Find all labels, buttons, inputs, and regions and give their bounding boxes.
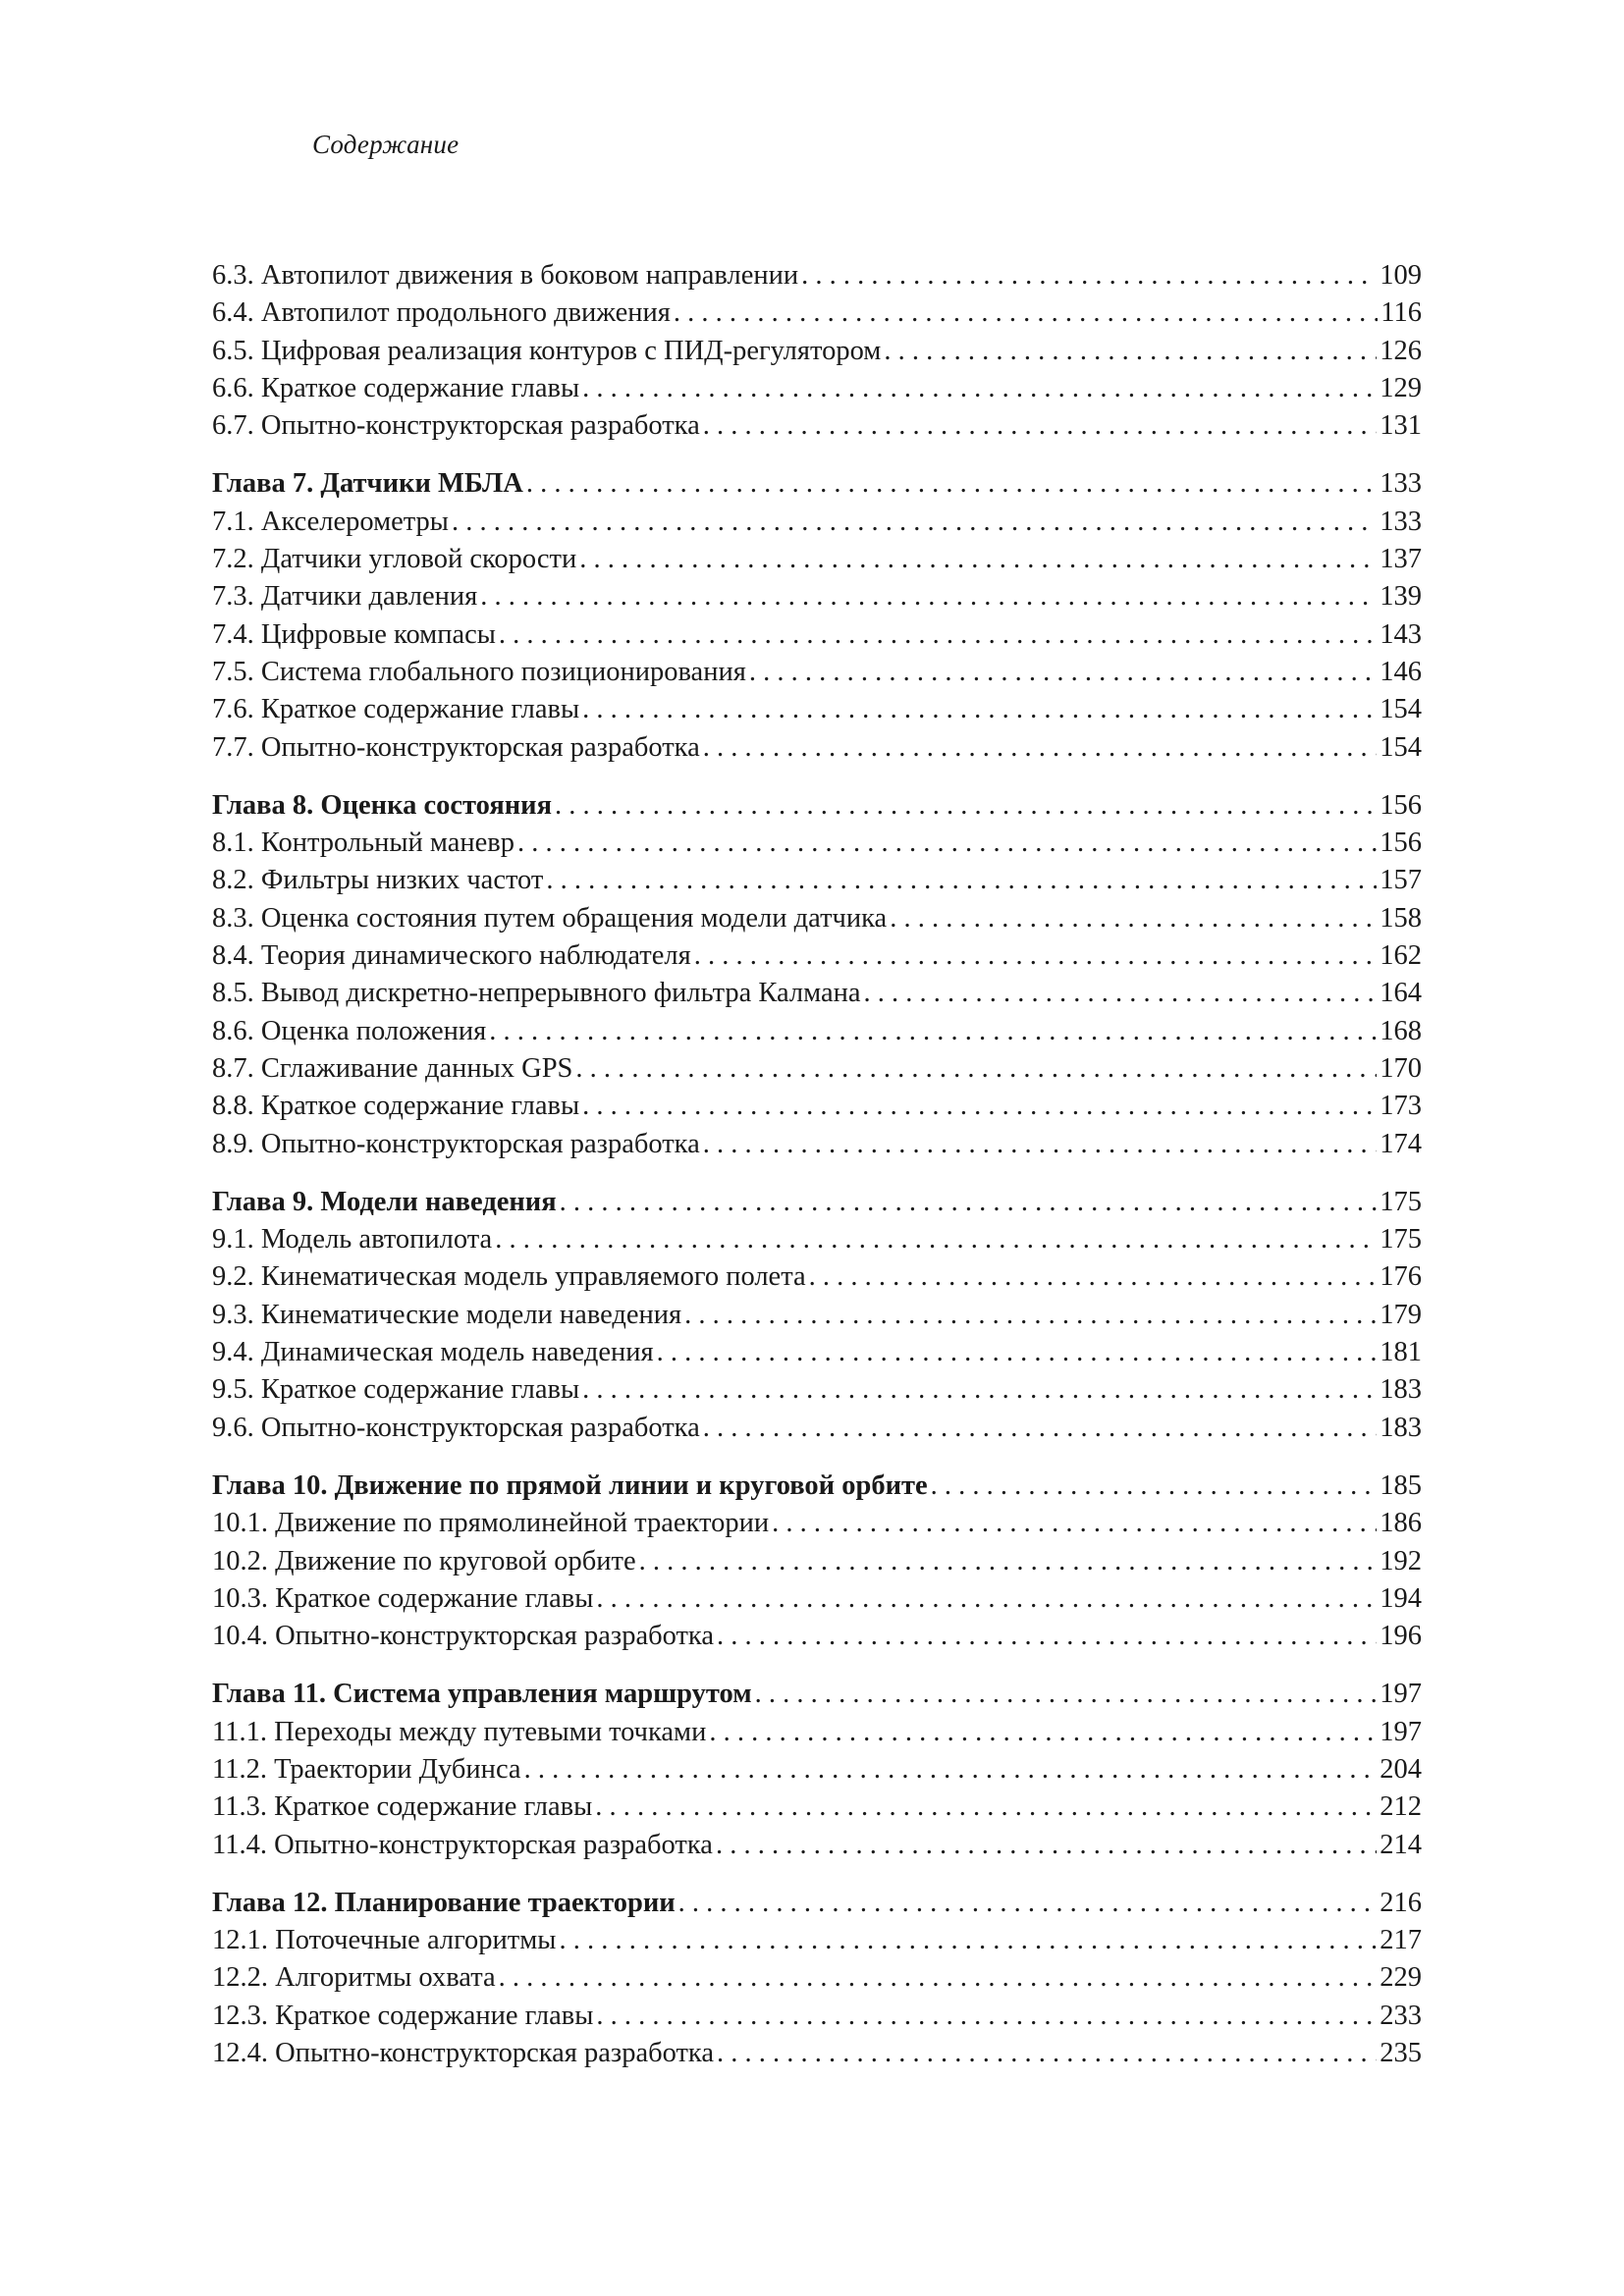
toc-section-title: 6.7. Опытно-конструкторская разработка	[212, 410, 700, 442]
toc-section-title: 9.1. Модель автопилота	[212, 1224, 493, 1255]
toc-page-number: 143	[1380, 618, 1422, 650]
dot-leader	[931, 1468, 1378, 1505]
dot-leader	[559, 1922, 1377, 1959]
toc-page-number: 137	[1380, 544, 1422, 575]
toc-section-entry[interactable]	[212, 654, 1422, 691]
toc-page-number: 197	[1380, 1679, 1422, 1710]
toc-section-title: 11.2. Траектории Дубинса	[212, 1753, 521, 1785]
toc-section-entry[interactable]	[212, 370, 1422, 407]
toc-section-entry[interactable]	[212, 294, 1422, 332]
toc-section-entry[interactable]	[212, 1050, 1422, 1088]
toc-section-entry[interactable]	[212, 1410, 1422, 1447]
toc-section-title: 8.9. Опытно-конструкторская разработка	[212, 1128, 700, 1159]
toc-section-title: 11.1. Переходы между путевыми точками	[212, 1716, 707, 1747]
toc-section-title: 7.5. Система глобального позиционирования	[212, 656, 746, 687]
dot-leader	[555, 787, 1377, 825]
toc-chapter-block	[212, 1885, 1422, 2072]
toc-section-title: 8.7. Сглаживание данных GPS	[212, 1052, 573, 1084]
dot-leader	[595, 1789, 1377, 1826]
toc-section-entry[interactable]	[212, 1334, 1422, 1371]
toc-section-entry[interactable]	[212, 257, 1422, 294]
toc-page-number: 185	[1380, 1469, 1422, 1501]
toc-section-title: 7.1. Акселерометры	[212, 506, 449, 537]
dot-leader	[678, 1885, 1378, 1922]
toc-section-entry[interactable]	[212, 975, 1422, 1012]
toc-section-title: 6.5. Цифровая реализация контуров с ПИД-регулятором	[212, 335, 882, 366]
toc-section-title: 7.3. Датчики давления	[212, 581, 478, 613]
toc-section-title: 9.3. Кинематические модели наведения	[212, 1299, 682, 1330]
dot-leader	[684, 1297, 1377, 1334]
toc-page-number: 174	[1380, 1128, 1422, 1159]
toc-section-entry[interactable]	[212, 937, 1422, 975]
toc-section-entry[interactable]	[212, 1580, 1422, 1618]
toc-section-entry[interactable]	[212, 1371, 1422, 1409]
dot-leader	[579, 541, 1377, 578]
dot-leader	[703, 729, 1378, 767]
toc-section-title: 12.3. Краткое содержание главы	[212, 2000, 594, 2031]
toc-chapter-title: Глава 8. Оценка состояния	[212, 789, 553, 821]
toc-chapter-title: Глава 12. Планирование траектории	[212, 1887, 676, 1918]
toc-page-number: 196	[1380, 1621, 1422, 1652]
toc-section-title: 11.4. Опытно-конструкторская разработка	[212, 1829, 713, 1860]
toc-section-entry[interactable]	[212, 1751, 1422, 1789]
toc-section-entry[interactable]	[212, 1998, 1422, 2035]
dot-leader	[703, 1410, 1378, 1447]
toc-page-number: 164	[1380, 978, 1422, 1009]
dot-leader	[709, 1714, 1377, 1751]
toc-page-number: 229	[1380, 1962, 1422, 1994]
toc-page-number: 170	[1380, 1052, 1422, 1084]
dot-leader	[884, 333, 1377, 370]
toc-chapter-block	[212, 257, 1422, 445]
toc-section-entry[interactable]	[212, 1013, 1422, 1050]
toc-page-number: 197	[1380, 1716, 1422, 1747]
dot-leader	[452, 504, 1377, 541]
toc-section-title: 6.6. Краткое содержание главы	[212, 372, 580, 403]
toc-chapter-block	[212, 1676, 1422, 1863]
toc-page-number: 129	[1380, 372, 1422, 403]
toc-page-number: 116	[1380, 297, 1422, 329]
toc-page-number: 175	[1380, 1224, 1422, 1255]
toc-section-entry[interactable]	[212, 691, 1422, 728]
dot-leader	[499, 616, 1377, 654]
dot-leader	[755, 1676, 1378, 1713]
toc-section-title: 12.2. Алгоритмы охвата	[212, 1962, 496, 1994]
dot-leader	[717, 2035, 1377, 2072]
toc-chapter-title: Глава 11. Система управления маршрутом	[212, 1679, 752, 1710]
toc-section-title: 9.6. Опытно-конструкторская разработка	[212, 1412, 700, 1443]
toc-section-entry[interactable]	[212, 1618, 1422, 1655]
toc-page-number: 181	[1380, 1337, 1422, 1368]
dot-leader	[526, 465, 1377, 503]
toc-chapter-entry[interactable]	[212, 1885, 1422, 1922]
toc-section-title: 6.4. Автопилот продольного движения	[212, 297, 671, 329]
dot-leader	[582, 370, 1377, 407]
toc-section-entry[interactable]	[212, 1126, 1422, 1163]
toc-page-number: 126	[1380, 335, 1422, 366]
toc-section-title: 6.3. Автопилот движения в боковом направлении	[212, 260, 799, 291]
toc-section-entry[interactable]	[212, 1297, 1422, 1334]
toc-section-entry[interactable]	[212, 1505, 1422, 1542]
toc-page-number: 192	[1380, 1545, 1422, 1576]
toc-section-title: 8.6. Оценка положения	[212, 1015, 487, 1046]
toc-section-entry[interactable]	[212, 729, 1422, 767]
toc-page-number: 176	[1380, 1261, 1422, 1293]
toc-chapter-title: Глава 10. Движение по прямой линии и круговой орбите	[212, 1469, 928, 1501]
toc-section-title: 8.2. Фильтры низких частот	[212, 865, 544, 896]
toc-page-number: 131	[1380, 410, 1422, 442]
toc-section-title: 11.3. Краткое содержание главы	[212, 1791, 593, 1823]
dot-leader	[489, 1013, 1377, 1050]
toc-section-entry[interactable]	[212, 504, 1422, 541]
toc-section-title: 7.4. Цифровые компасы	[212, 618, 496, 650]
toc-chapter-block	[212, 465, 1422, 766]
toc-page-number: 158	[1380, 902, 1422, 934]
toc-section-title: 10.3. Краткое содержание главы	[212, 1582, 594, 1614]
toc-section-title: 10.1. Движение по прямолинейной траектории	[212, 1508, 770, 1539]
dot-leader	[596, 1998, 1377, 2035]
toc-section-title: 8.1. Контрольный маневр	[212, 828, 514, 859]
toc-page-number: 157	[1380, 865, 1422, 896]
dot-leader	[524, 1751, 1378, 1789]
toc-page-number: 217	[1380, 1925, 1422, 1956]
dot-leader	[582, 1371, 1377, 1409]
toc-section-title: 12.1. Поточечные алгоритмы	[212, 1925, 557, 1956]
toc-page-number: 168	[1380, 1015, 1422, 1046]
toc-chapter-block	[212, 787, 1422, 1163]
toc-page-number: 175	[1380, 1186, 1422, 1217]
toc-page-number: 156	[1380, 789, 1422, 821]
toc-section-entry[interactable]	[212, 1922, 1422, 1959]
toc-page-number: 235	[1380, 2038, 1422, 2069]
toc-section-entry[interactable]	[212, 862, 1422, 899]
toc-page-number: 186	[1380, 1508, 1422, 1539]
toc-page-number: 183	[1380, 1374, 1422, 1406]
toc-page-number: 154	[1380, 694, 1422, 725]
toc-section-entry[interactable]	[212, 333, 1422, 370]
dot-leader	[772, 1505, 1377, 1542]
toc-page-number: 212	[1380, 1791, 1422, 1823]
toc-section-entry[interactable]	[212, 1827, 1422, 1864]
toc-section-entry[interactable]	[212, 2035, 1422, 2072]
dot-leader	[546, 862, 1377, 899]
toc-section-title: 9.4. Динамическая модель наведения	[212, 1337, 654, 1368]
table-of-contents	[212, 257, 1422, 2093]
toc-section-entry[interactable]	[212, 1543, 1422, 1580]
dot-leader	[703, 407, 1378, 445]
dot-leader	[809, 1258, 1378, 1296]
toc-section-title: 12.4. Опытно-конструкторская разработка	[212, 2038, 714, 2069]
toc-page-number: 233	[1380, 2000, 1422, 2031]
dot-leader	[596, 1580, 1377, 1618]
toc-section-entry[interactable]	[212, 1789, 1422, 1826]
toc-chapter-entry[interactable]	[212, 787, 1422, 825]
toc-section-title: 8.3. Оценка состояния путем обращения модели датчика	[212, 902, 888, 934]
dot-leader	[657, 1334, 1378, 1371]
toc-page-number: 156	[1380, 828, 1422, 859]
toc-section-entry[interactable]	[212, 1258, 1422, 1296]
toc-section-title: 8.5. Вывод дискретно-непрерывного фильтра Калмана	[212, 978, 861, 1009]
toc-section-title: 8.8. Краткое содержание главы	[212, 1091, 580, 1122]
dot-leader	[716, 1827, 1377, 1864]
dot-leader	[703, 1126, 1378, 1163]
dot-leader	[890, 900, 1377, 937]
toc-section-title: 10.4. Опытно-конструкторская разработка	[212, 1621, 714, 1652]
toc-chapter-entry[interactable]	[212, 1676, 1422, 1713]
toc-section-entry[interactable]	[212, 407, 1422, 445]
dot-leader	[801, 257, 1377, 294]
toc-section-title: 10.2. Движение по круговой орбите	[212, 1545, 636, 1576]
toc-section-entry[interactable]	[212, 1714, 1422, 1751]
dot-leader	[639, 1543, 1378, 1580]
dot-leader	[717, 1618, 1377, 1655]
dot-leader	[582, 1088, 1377, 1125]
dot-leader	[575, 1050, 1377, 1088]
toc-section-title: 7.7. Опытно-конструкторская разработка	[212, 731, 700, 763]
toc-section-entry[interactable]	[212, 1959, 1422, 1997]
toc-section-title: 9.2. Кинематическая модель управляемого полета	[212, 1261, 806, 1293]
toc-page-number: 133	[1380, 506, 1422, 537]
toc-page-number: 179	[1380, 1299, 1422, 1330]
toc-section-title: 8.4. Теория динамического наблюдателя	[212, 940, 691, 972]
toc-chapter-entry[interactable]	[212, 465, 1422, 503]
toc-section-entry[interactable]	[212, 825, 1422, 862]
toc-page-number: 133	[1380, 468, 1422, 500]
toc-page-number: 183	[1380, 1412, 1422, 1443]
toc-page-number: 139	[1380, 581, 1422, 613]
toc-page-number: 173	[1380, 1091, 1422, 1122]
dot-leader	[749, 654, 1377, 691]
toc-page-number: 216	[1380, 1887, 1422, 1918]
dot-leader	[694, 937, 1378, 975]
toc-page-number: 154	[1380, 731, 1422, 763]
toc-chapter-block	[212, 1184, 1422, 1447]
dot-leader	[864, 975, 1378, 1012]
toc-chapter-block	[212, 1468, 1422, 1655]
toc-section-title: 7.6. Краткое содержание главы	[212, 694, 580, 725]
toc-section-entry[interactable]	[212, 1221, 1422, 1258]
dot-leader	[517, 825, 1377, 862]
toc-page-number: 214	[1380, 1829, 1422, 1860]
toc-section-entry[interactable]	[212, 1088, 1422, 1125]
toc-page-number: 162	[1380, 940, 1422, 972]
dot-leader	[674, 294, 1378, 332]
toc-section-title: 7.2. Датчики угловой скорости	[212, 544, 577, 575]
dot-leader	[560, 1184, 1378, 1221]
toc-chapter-title: Глава 9. Модели наведения	[212, 1186, 557, 1217]
running-header: Содержание	[312, 130, 460, 159]
toc-section-entry[interactable]	[212, 541, 1422, 578]
toc-section-title: 9.5. Краткое содержание главы	[212, 1374, 580, 1406]
toc-chapter-entry[interactable]	[212, 1468, 1422, 1505]
toc-chapter-entry[interactable]	[212, 1184, 1422, 1221]
toc-page-number: 109	[1380, 260, 1422, 291]
dot-leader	[495, 1221, 1377, 1258]
dot-leader	[480, 578, 1377, 615]
toc-section-entry[interactable]	[212, 900, 1422, 937]
toc-page-number: 146	[1380, 656, 1422, 687]
toc-section-entry[interactable]	[212, 616, 1422, 654]
toc-section-entry[interactable]	[212, 578, 1422, 615]
toc-page-number: 194	[1380, 1582, 1422, 1614]
toc-page-number: 204	[1380, 1753, 1422, 1785]
dot-leader	[499, 1959, 1378, 1997]
dot-leader	[582, 691, 1377, 728]
toc-chapter-title: Глава 7. Датчики МБЛА	[212, 468, 523, 500]
